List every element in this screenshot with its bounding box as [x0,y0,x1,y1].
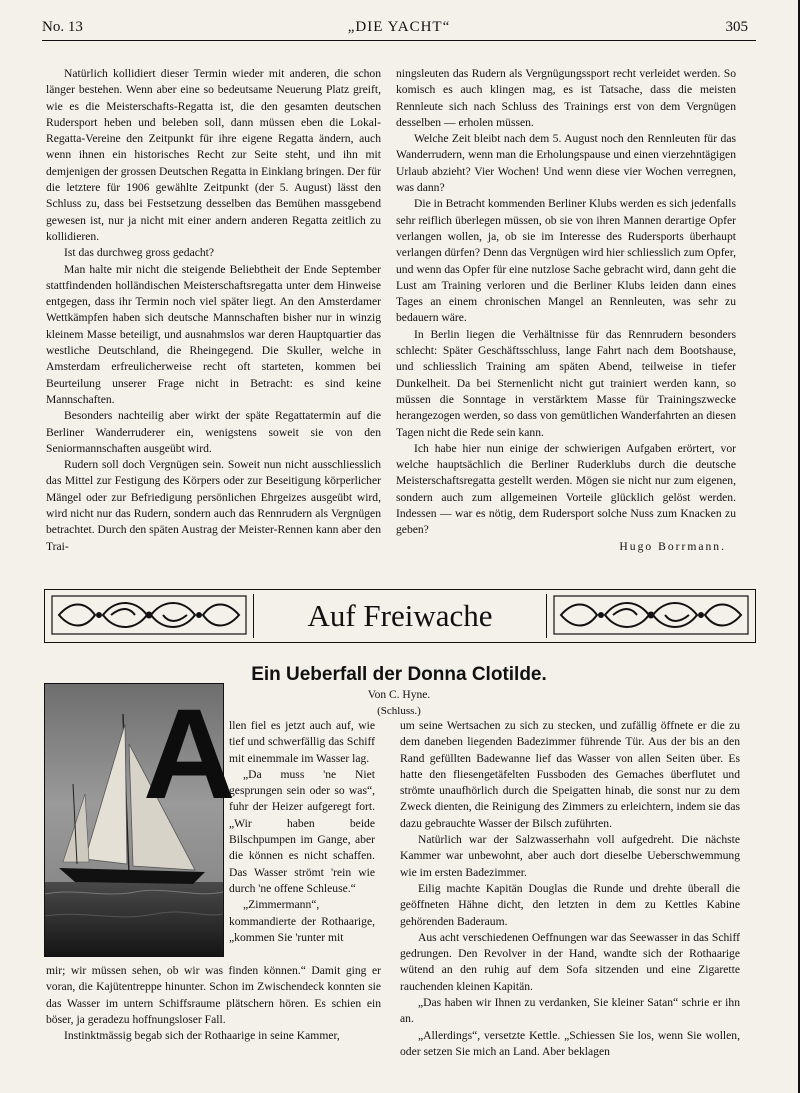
paragraph: llen fiel es jetzt auch auf, wie tief und schwerfällig das Schiff mit einemmale im Wasser lag. [229,719,375,765]
paragraph: Welche Zeit bleibt nach dem 5. August noch den Rennleuten für das Wanderrudern, wenn man die Erholungspause und einen vierzehntägigen Urlaub abzieht? Vier Wochen! Und wenn diese vier Wochen verregnen, was dann? [396,132,736,195]
paragraph: um seine Wertsachen zu sich zu stecken, und zufällig öffnete er die zu dem daneben liegenden Badezimmer führende Tür. Aus der bis an den Rand gefüllten Badewanne lief das Wasser von allen Seiten über. Es hatte den fliesengetäfelten Fussboden des Gemaches überflutet und strömte unaufhörlich durch die Speigatten hinab, die sonst nur zu dem Zweck dienten, die Reinigung des Zimmers zu erleichtern, indem sie das dazu gebrauchte Wasser der Bilsch zuführten. [400,719,740,830]
running-header [42,8,756,41]
paragraph: „Das haben wir Ihnen zu verdanken, Sie kleiner Satan“ schrie er ihn an. [400,996,740,1026]
paragraph: In Berlin liegen die Verhältnisse für das Rennrudern besonders schlecht: Später Geschäftsschluss, lange Fahrt nach dem Bootshause, und schliesslich Training am späten Abend, teilweise in tiefer Dunkelheit. Da bei Sternenlicht nicht gut trainiert werden kann, so müssen die Sonntage in verstärktem Masse für Trainingszwecke herangezogen werden, so dass von gemütlichen Wanderfahrten an diesen Tagen nicht die Rede sein kann. [396,327,736,439]
ornament-right-icon [553,595,749,635]
story-author: Von C. Hyne. [367,689,431,701]
page-number: 305 [725,19,748,35]
paragraph: „Zimmermann“, kommandierte der Rothaarige, „kommen Sie 'runter mit [229,898,375,944]
story-column-right [400,718,740,1060]
story-column-left [46,963,381,1044]
paragraph: ningsleuten das Rudern als Vergnügungssport recht verleidet werden. So komisch es auch klingen mag, es ist Tatsache, dass die meisten Rennleute sich nach Schluss des Trainings erst von dem Vergnügen desselben — erholen müssen. [396,67,736,129]
paragraph: „Allerdings“, versetzte Kettle. „Schiessen Sie los, wenn Sie wollen, oder setzen Sie mich an Land. Aber beklagen [400,1028,740,1058]
paragraph: Aus acht verschiedenen Oeffnungen war das Seewasser in das Schiff gedrungen. Den Revolver in der Hand, wandte sich der Rothaarige wütend an den ruhig auf dem Sofa sitzenden und eine Zigarette rauchenden kleinen Kapitän. [400,930,740,993]
section-banner [44,589,756,643]
paragraph: Natürlich war der Salzwasserhahn voll aufgedreht. Die nächste Kammer war unbewohnt, aber auch dort dieselbe Ueberschwemmung wie im ersten Badezimmer. [400,833,740,879]
drop-cap: A [143,683,236,826]
paragraph: mir; wir müssen sehen, ob wir was finden können.“ Damit ging er voran, die Kajütentreppe hinunter. Schon im Zwischendeck konnten sie das Wasser im untern Schiffsraume plätschern hören. Es schien ein böser, ja geradezu hoffnungsloser Fall. [46,964,381,1026]
journal-title: „DIE YACHT“ [347,19,451,35]
paragraph: Rudern soll doch Vergnügen sein. Soweit nun nicht ausschliesslich das Mittel zur Festigung des Körpers oder zur Beseitigung körperlicher Mängel oder zur Befriedigung persönlichen Ehrgeizes ausgeübt wird, wird nicht nur das Rudern, sondern auch das Rennrudern als Vergnügen betrachtet. Durch den späten Austrag der Meister-Rennen kann aber den Trai- [46,458,381,553]
paragraph: Die in Betracht kommenden Berliner Klubs werden es sich jedenfalls sehr reiflich überlegen müssen, ob sie von ihren Mannen derartige Opfer verlangen wollen, ja, ob sie im Interesse des Rudersports überhaupt verlangen dürfen? Denn das Vergnügen wird hier schliesslich zum Opfer, und wenn das Opfer für eine nutzlose Sache gebracht wird, dann geht die Lust am Training verloren und die Berliner Klubs leiden dann eines Tages an einem chronischen Mangel an Rennleuten, was sehr zu bedauern wäre. [396,197,736,325]
paragraph: Eilig machte Kapitän Douglas die Runde und drehte überall die geöffneten Hähne dicht, den letzten in dem zu Kettles Kabine gehörenden Baderaum. [400,881,740,928]
rowing-column-right [396,66,736,555]
author-signature: Hugo Borrmann. [619,539,726,553]
ornament-left-icon [51,595,247,635]
story-title: Ein Ueberfall der Donna Clotilde. [251,664,547,685]
issue-number: No. 13 [42,19,83,35]
paragraph: Natürlich kollidiert dieser Termin wieder mit anderen, die schon länger bestehen. Wenn aber eine so bedeutsame Neuerung Platz greift, wie es die Meisterschafts-Regatta ist, die den gesamten deutschen Rudersport heben und beleben soll, dann müssen eben die Lokal-Regatta-Vereine den Zeitpunkt für ihre eigene Regatta ändern, auch wenn ihnen ein historisches Recht zur Seite steht, und ihn mit demjenigen der grossen Deutschen Regatta in Einklang bringen. Der für die letztere für 1906 gewählte Zeitpunkt (der 5. August) lässt den Schluss zu, dass bei Festsetzung desselben das Bemühen massgebend gewesen ist, nur ja nicht mit einer andern anderen Regatta zeitlich zu kollidieren. [46,67,381,243]
rowing-column-left [46,66,381,555]
paragraph: Ich habe hier nun einige der schwierigen Aufgaben erörtert, vor welche hauptsächlich die Berliner Ruderklubs durch die deutsche Meisterschaftsregatta gestellt werden. Mögen sie nicht nur zum eigenen, sondern auch zum allgemeinen Vorteile glücklich gelöst werden. Indessen — war es nötig, dem Rudersport solche Nuss zum Knacken zu geben? [396,441,736,537]
paragraph: Instinktmässig begab sich der Rothaarige in seine Kammer, [64,1029,340,1043]
story-continuation-note: (Schluss.) [377,705,421,717]
paragraph: Ist das durchweg gross gedacht? [64,246,215,260]
paragraph: Besonders nachteilig aber wirkt der späte Regattatermin auf die Berliner Wanderruderer ein, wenigstens soweit sie von den Seniormannschaften ausgeübt wird. [46,409,381,455]
banner-title: Auf Freiwache [253,594,547,638]
paragraph: Man halte mir nicht die steigende Beliebtheit der Ende September stattfindenden holländischen Meisterschaftsregatta unter dem Hinweise entgegen, dass ihr Termin noch viel später liegt. An den Amsterdamer Wettkämpfen haben sich deutsche Mannschaften bisher nur in winzig kleinem Masse beteiligt, und ausnahmslos war deren Hauptquartier das westliche Deutschland, die Rheingegend. Die Skuller, welche in Amsterdam erfreulicherweise recht oft starteten, kommen bei Beurteilung unserer Frage nicht in Betracht: es sind keine Mannschaften. [46,262,381,406]
story-wrap-column [229,718,375,946]
paragraph: „Da muss 'ne Niet gesprungen sein oder so was“, fuhr der Heizer aufgeregt fort. „Wir haben beide Bilschpumpen im Gange, aber die können es nicht schaffen. Das Wasser strömt 'rein wie durch 'ne offene Schleuse.“ [229,767,375,895]
